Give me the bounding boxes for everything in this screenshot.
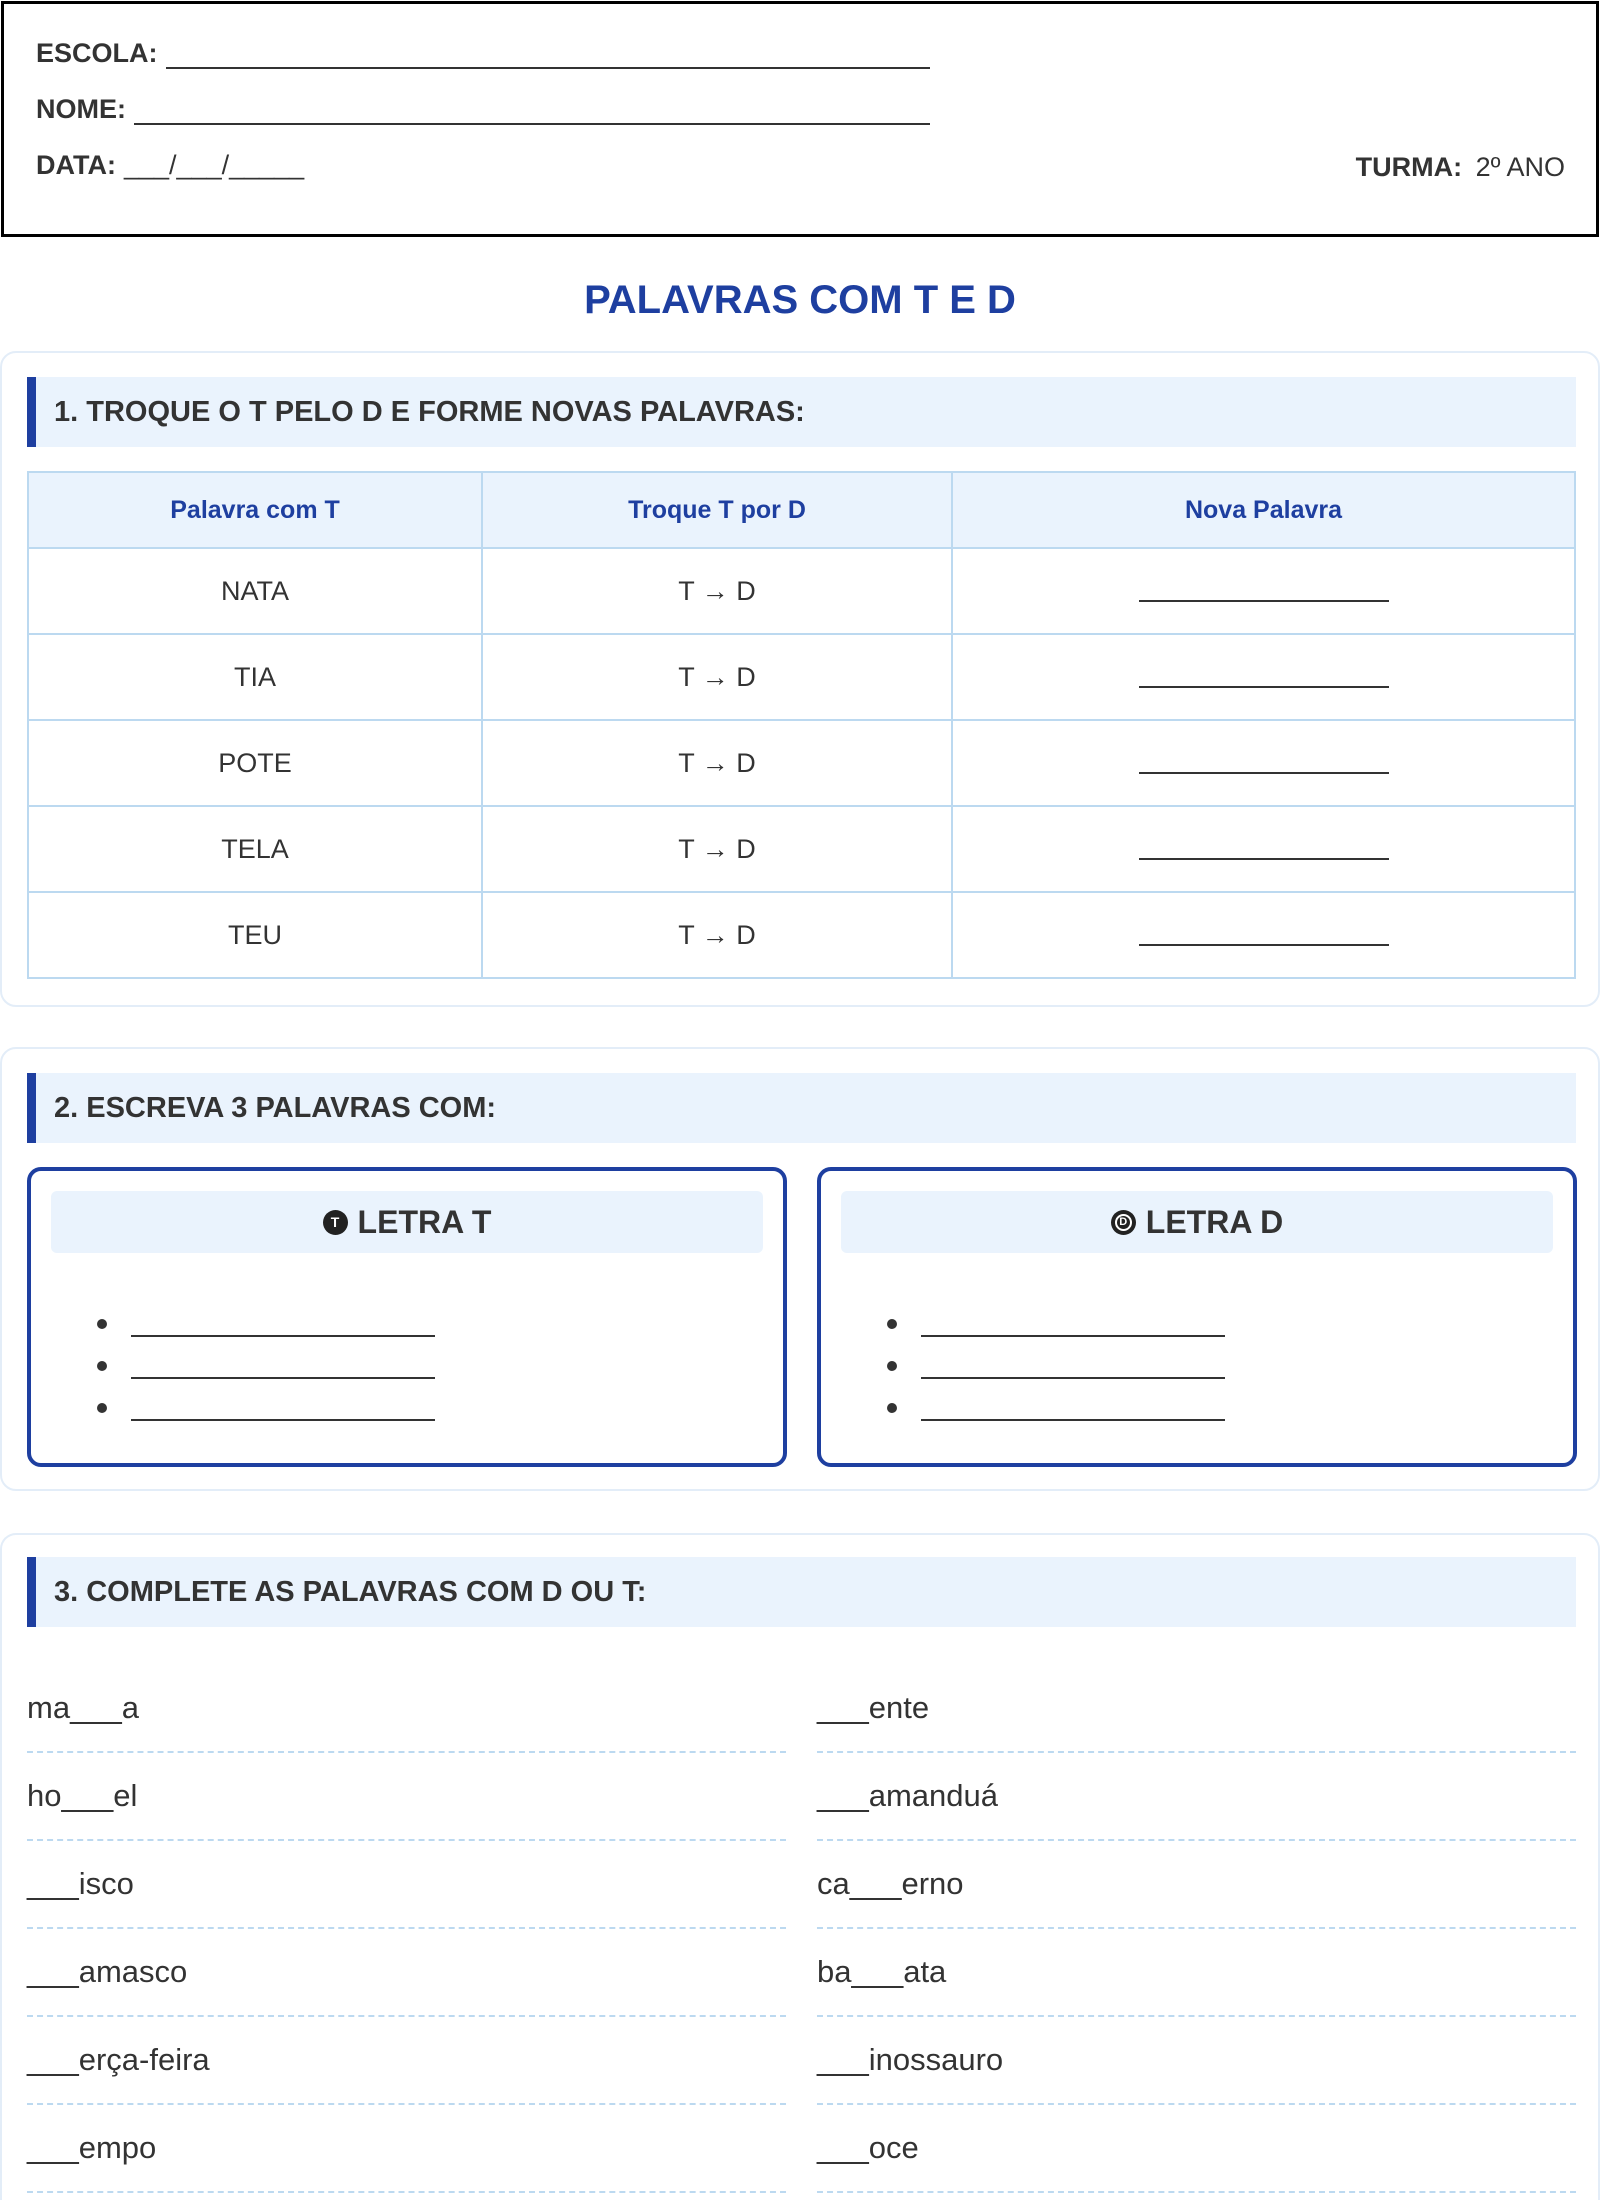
answer-line[interactable] <box>1139 660 1389 688</box>
word-item[interactable]: ___amasco <box>27 1929 786 2017</box>
swap-cell: T → D <box>482 548 952 634</box>
table-row <box>28 806 1575 892</box>
column-header-new-word: Nova Palavra <box>952 472 1575 548</box>
letter-d-box <box>817 1167 1577 1467</box>
answer-line[interactable] <box>921 1309 1225 1337</box>
list-item <box>97 1295 435 1337</box>
bullet-icon <box>887 1403 897 1413</box>
answer-cell[interactable] <box>952 892 1575 978</box>
section-3-heading: 3. COMPLETE AS PALAVRAS COM D OU T: <box>27 1557 1576 1627</box>
bullet-icon <box>887 1361 897 1371</box>
data-label: DATA: <box>36 150 116 180</box>
table-row <box>28 548 1575 634</box>
answer-cell[interactable] <box>952 720 1575 806</box>
table-row <box>28 892 1575 978</box>
swap-cell: T → D <box>482 806 952 892</box>
bullet-icon <box>887 1319 897 1329</box>
word-item[interactable]: ca___erno <box>817 1841 1576 1929</box>
table-row <box>28 634 1575 720</box>
student-info-header <box>1 1 1599 237</box>
nome-field[interactable] <box>134 101 930 125</box>
letter-t-heading <box>51 1191 763 1253</box>
section-swap-letters <box>0 351 1600 1007</box>
answer-cell[interactable] <box>952 548 1575 634</box>
word-item[interactable]: ba___ata <box>817 1929 1576 2017</box>
word-item[interactable]: ma___a <box>27 1665 786 1753</box>
word-column-left <box>27 1665 786 2193</box>
letter-d-heading <box>841 1191 1553 1253</box>
bullet-icon <box>97 1403 107 1413</box>
answer-line[interactable] <box>1139 574 1389 602</box>
list-item <box>887 1295 1225 1337</box>
escola-field[interactable] <box>166 45 930 69</box>
section-1-heading: 1. TROQUE O T PELO D E FORME NOVAS PALAVRAS: <box>27 377 1576 447</box>
letter-t-icon: T <box>323 1210 348 1235</box>
letter-t-label: LETRA T <box>357 1203 492 1240</box>
word-column-right <box>817 1665 1576 2193</box>
answer-cell[interactable] <box>952 806 1575 892</box>
word-item[interactable]: ___oce <box>817 2105 1576 2193</box>
section-write-words <box>0 1047 1600 1491</box>
letter-t-box <box>27 1167 787 1467</box>
list-item <box>887 1379 1225 1421</box>
word-cell: TEU <box>28 892 482 978</box>
data-field[interactable]: ___/___/_____ <box>123 150 305 180</box>
word-cell: TIA <box>28 634 482 720</box>
bullet-icon <box>97 1361 107 1371</box>
swap-table <box>27 471 1576 979</box>
swap-cell: T → D <box>482 634 952 720</box>
list-item <box>887 1337 1225 1379</box>
bullet-icon <box>97 1319 107 1329</box>
turma-value: 2º ANO <box>1475 152 1565 182</box>
word-item[interactable]: ___isco <box>27 1841 786 1929</box>
word-cell: POTE <box>28 720 482 806</box>
swap-cell: T → D <box>482 892 952 978</box>
nome-label: NOME: <box>36 94 126 124</box>
answer-line[interactable] <box>131 1351 435 1379</box>
word-cell: NATA <box>28 548 482 634</box>
letter-d-icon: D <box>1111 1210 1136 1235</box>
letter-d-list <box>887 1295 1225 1421</box>
table-row <box>28 720 1575 806</box>
answer-line[interactable] <box>131 1309 435 1337</box>
word-item[interactable]: ___amanduá <box>817 1753 1576 1841</box>
letter-d-label: LETRA D <box>1145 1203 1284 1240</box>
turma-label: TURMA: <box>1355 152 1463 182</box>
list-item <box>97 1337 435 1379</box>
list-item <box>97 1379 435 1421</box>
swap-cell: T → D <box>482 720 952 806</box>
data-row <box>36 150 304 181</box>
section-complete-words <box>0 1533 1600 2200</box>
answer-line[interactable] <box>921 1393 1225 1421</box>
word-item[interactable]: ___ente <box>817 1665 1576 1753</box>
answer-cell[interactable] <box>952 634 1575 720</box>
nome-row <box>36 94 930 125</box>
turma-row <box>1356 152 1565 183</box>
word-item[interactable]: ___empo <box>27 2105 786 2193</box>
column-header-swap: Troque T por D <box>482 472 952 548</box>
answer-line[interactable] <box>1139 918 1389 946</box>
section-2-heading: 2. ESCREVA 3 PALAVRAS COM: <box>27 1073 1576 1143</box>
letter-t-list <box>97 1295 435 1421</box>
escola-row <box>36 38 930 69</box>
column-header-word: Palavra com T <box>28 472 482 548</box>
word-item[interactable]: ___inossauro <box>817 2017 1576 2105</box>
answer-line[interactable] <box>1139 832 1389 860</box>
word-item[interactable]: ___erça-feira <box>27 2017 786 2105</box>
answer-line[interactable] <box>921 1351 1225 1379</box>
word-item[interactable]: ho___el <box>27 1753 786 1841</box>
escola-label: ESCOLA: <box>36 38 158 68</box>
page-title: PALAVRAS COM T E D <box>584 278 1016 322</box>
answer-line[interactable] <box>131 1393 435 1421</box>
answer-line[interactable] <box>1139 746 1389 774</box>
word-cell: TELA <box>28 806 482 892</box>
